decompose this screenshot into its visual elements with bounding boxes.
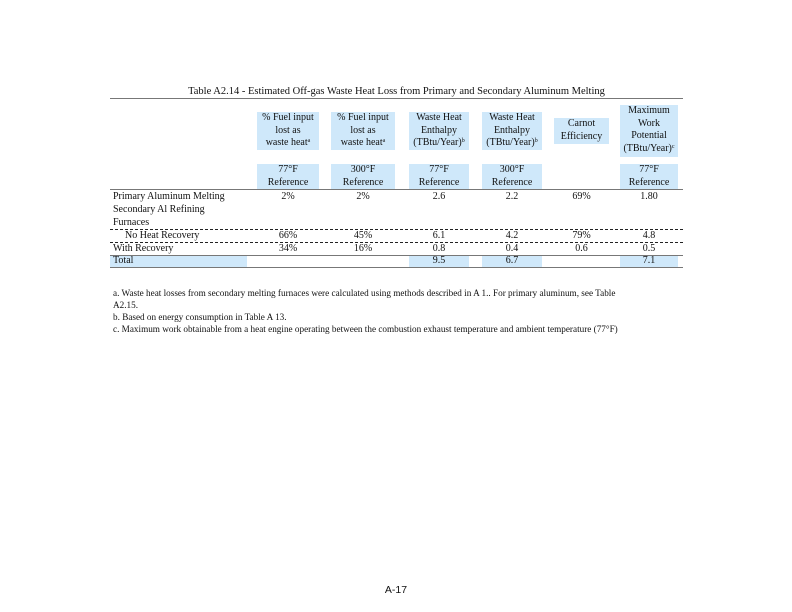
cell: 2.6 (432, 191, 446, 202)
col4-reference: 300°F Reference (482, 164, 542, 189)
cell: 7.1 (642, 255, 656, 266)
row-label-total: Total (113, 255, 134, 266)
col6-header: Maximum Work Potential (TBtu/Year)$^c$ (620, 105, 678, 157)
cell: 2.2 (505, 191, 519, 202)
col4-header: Waste Heat Enthalpy (TBtu/Year)$^b$ (482, 112, 542, 150)
col6-reference: 77°F Reference (620, 164, 678, 189)
col3-header: Waste Heat Enthalpy (TBtu/Year)$^b$ (409, 112, 469, 150)
footnote-a: a. Waste heat losses from secondary melting furnaces were calculated using methods described in A 1.. For primary aluminum, see Table (113, 288, 616, 298)
title-rule (110, 98, 683, 99)
cell: 6.7 (505, 255, 519, 266)
cell: 0.4 (505, 243, 519, 254)
row-label-with-recovery: With Recovery (113, 243, 174, 254)
col2-header: % Fuel input lost as waste heat$^a$ (331, 112, 395, 150)
cell: 0.6 (575, 243, 588, 254)
cell: 2% (281, 191, 295, 202)
col1-header: % Fuel input lost as waste heat$^a$ (257, 112, 319, 150)
col1-reference: 77°F Reference (257, 164, 319, 189)
row-label-secondary: Secondary Al Refining (113, 204, 205, 215)
cell: 2% (356, 191, 370, 202)
cell: 45% (353, 230, 373, 241)
table-bottom-rule (110, 267, 683, 268)
row-label-primary: Primary Aluminum Melting (113, 191, 225, 202)
col5-header: Carnot Efficiency (554, 118, 609, 144)
footnote-a-cont: A2.15. (113, 300, 139, 310)
header-rule (110, 189, 683, 190)
cell: 4.8 (642, 230, 656, 241)
row-label-no-heat-recovery: No Heat Recovery (125, 230, 200, 241)
row-label-secondary-cont: Furnaces (113, 217, 150, 228)
col3-reference: 77°F Reference (409, 164, 469, 189)
cell: 0.5 (642, 243, 656, 254)
cell: 34% (278, 243, 298, 254)
cell: 0.8 (432, 243, 446, 254)
cell: 66% (278, 230, 298, 241)
page-number: A-17 (384, 584, 408, 596)
cell: 1.80 (640, 191, 658, 202)
cell: 4.2 (505, 230, 519, 241)
cell: 6.1 (432, 230, 446, 241)
table-title: Table A2.14 - Estimated Off-gas Waste Heat Loss from Primary and Secondary Aluminum Melting (188, 86, 605, 97)
col2-reference: 300°F Reference (331, 164, 395, 189)
cell: 16% (353, 243, 373, 254)
cell: 69% (572, 191, 591, 202)
cell: 79% (572, 230, 591, 241)
footnote-b: b. Based on energy consumption in Table A 13. (113, 312, 287, 322)
footnote-c: c. Maximum work obtainable from a heat engine operating between the combustion exhaust temperature and ambient temperature (77°F) (113, 324, 618, 334)
cell: 9.5 (432, 255, 446, 266)
